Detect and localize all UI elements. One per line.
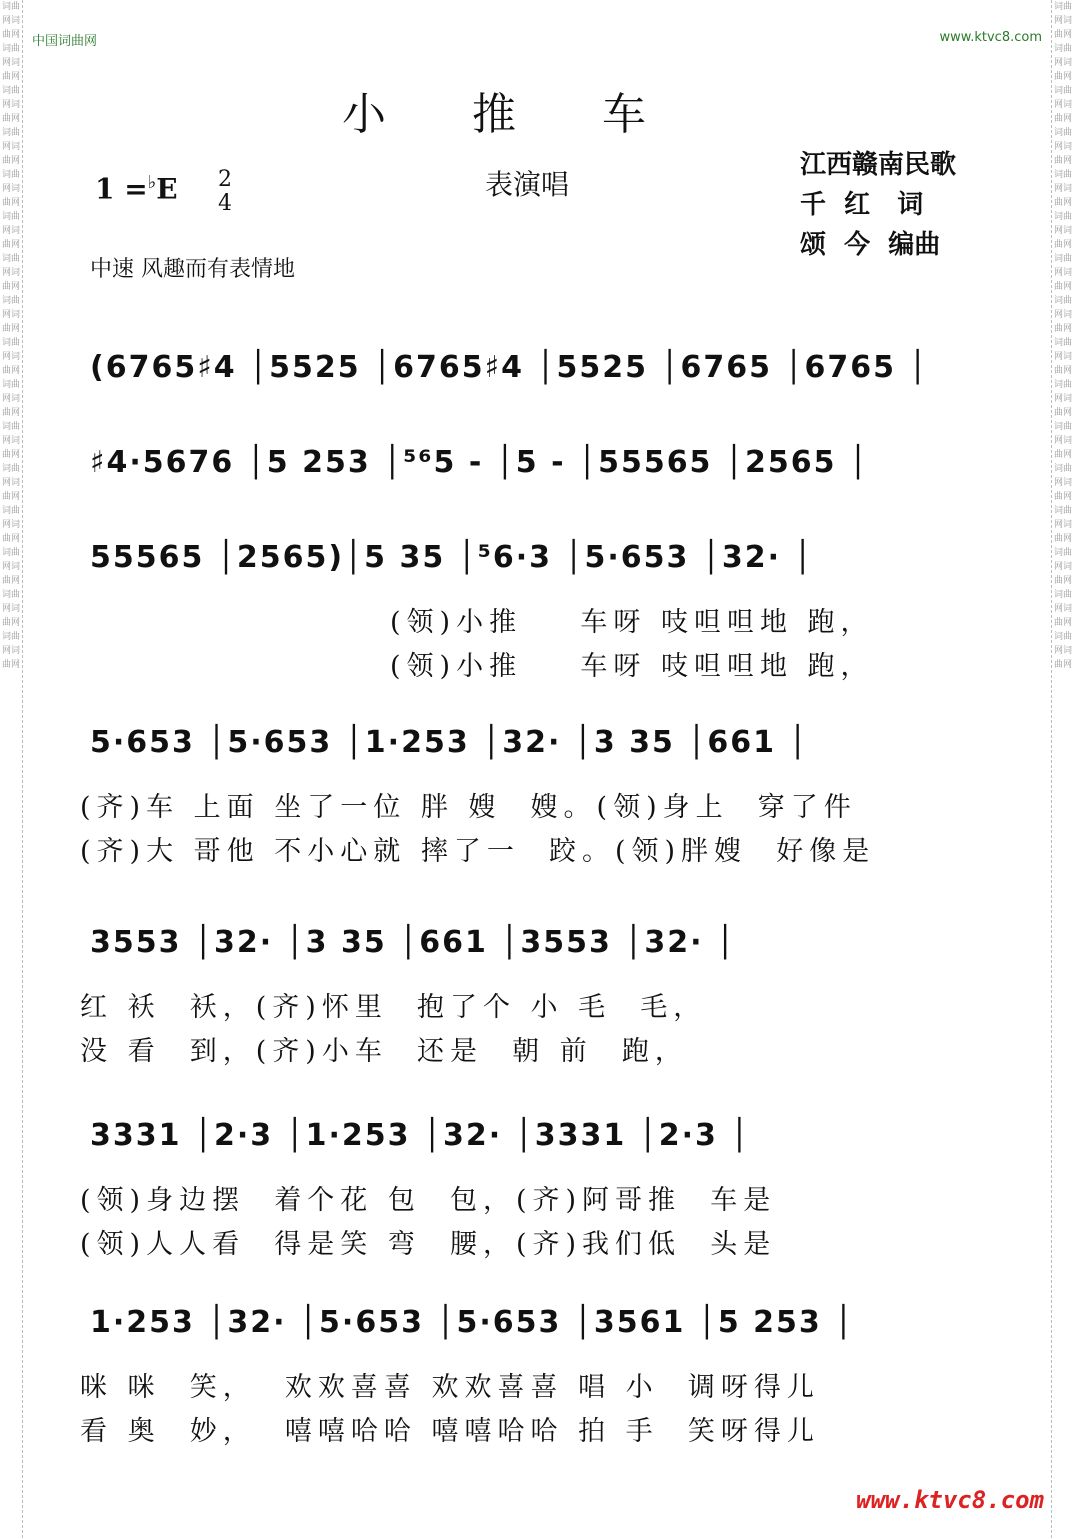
- key-note: E: [156, 172, 178, 206]
- tempo-marking: 中速 风趣而有表情地: [90, 257, 295, 282]
- lyric-line: (领)身边摆 着个花 包 包，(齐)阿哥推 车是: [80, 1185, 777, 1216]
- time-signature-top: 2: [218, 167, 232, 192]
- credit-lyricist: 千 红 词: [800, 190, 924, 220]
- notation-row: 5·653 │5·653 │1·253 │32· │3 35 │661 │: [90, 725, 809, 760]
- key-signature: [95, 172, 178, 205]
- credit-arranger: 颂 今 编曲: [800, 230, 941, 260]
- right-watermark-strip: 词曲网词曲网词曲网词曲网词曲网词曲网词曲网词曲网词曲网词曲网词曲网词曲网词曲网词曲网词曲网词曲网词曲网词曲网词曲网词曲网词曲网词曲网词曲网词曲网词曲网词曲网词曲网词曲网词曲网词曲网词曲网词曲网: [1051, 0, 1074, 1538]
- footer-watermark: www.ktvc8.com: [856, 1486, 1044, 1514]
- notation-row: 55565 │2565)│5 35 │⁵6·3 │5·653 │32· │: [90, 540, 814, 575]
- notation-row: 3553 │32· │3 35 │661 │3553 │32· │: [90, 925, 737, 960]
- flat-symbol: ♭: [147, 172, 157, 193]
- lyric-line: 红 袄 袄，(齐)怀里 抱了个 小 毛 毛，: [80, 992, 707, 1023]
- notation-row: 3331 │2·3 │1·253 │32· │3331 │2·3 │: [90, 1118, 751, 1153]
- site-url-right: www.ktvc8.com: [939, 30, 1042, 45]
- notation-row: 1·253 │32· │5·653 │5·653 │3561 │5 253 │: [90, 1305, 855, 1340]
- lyric-line: (齐)大 哥他 不小心就 摔了一 跤。(领)胖嫂 好像是: [80, 836, 876, 867]
- key-prefix: 1 =: [95, 172, 148, 206]
- notation-row: (6765♯4 │5525 │6765♯4 │5525 │6765 │6765 │: [90, 350, 929, 385]
- notation-row: ♯4·5676 │5 253 │⁵⁶5 - │5 - │55565 │2565 │: [90, 445, 869, 480]
- song-subtitle: 表演唱: [485, 168, 570, 201]
- song-title: 小推车: [342, 89, 732, 140]
- lyric-line: 咪 咪 笑， 欢欢喜喜 欢欢喜喜 唱 小 调呀得儿: [80, 1372, 820, 1403]
- time-signature: [210, 168, 240, 216]
- lyric-line: (领)小推 车呀 吱呾呾地 跑，: [390, 651, 874, 682]
- credits: [800, 145, 956, 265]
- lyric-line: 没 看 到，(齐)小车 还是 朝 前 跑，: [80, 1036, 688, 1067]
- lyric-line: (领)人人看 得是笑 弯 腰，(齐)我们低 头是: [80, 1229, 777, 1260]
- credit-origin: 江西赣南民歌: [800, 150, 957, 180]
- lyric-line: (领)小推 车呀 吱呾呾地 跑，: [390, 607, 874, 638]
- lyric-line: 看 奥 妙， 嘻嘻哈哈 嘻嘻哈哈 拍 手 笑呀得儿: [80, 1416, 820, 1447]
- lyric-line: (齐)车 上面 坐了一位 胖 嫂 嫂。(领)身上 穿了件: [80, 792, 857, 823]
- time-signature-bottom: 4: [218, 191, 232, 216]
- left-watermark-strip: 词曲网词曲网词曲网词曲网词曲网词曲网词曲网词曲网词曲网词曲网词曲网词曲网词曲网词曲网词曲网词曲网词曲网词曲网词曲网词曲网词曲网词曲网词曲网词曲网词曲网词曲网词曲网词曲网词曲网词曲网词曲网词曲网: [0, 0, 23, 1538]
- site-name-left: 中国词曲网: [32, 34, 98, 49]
